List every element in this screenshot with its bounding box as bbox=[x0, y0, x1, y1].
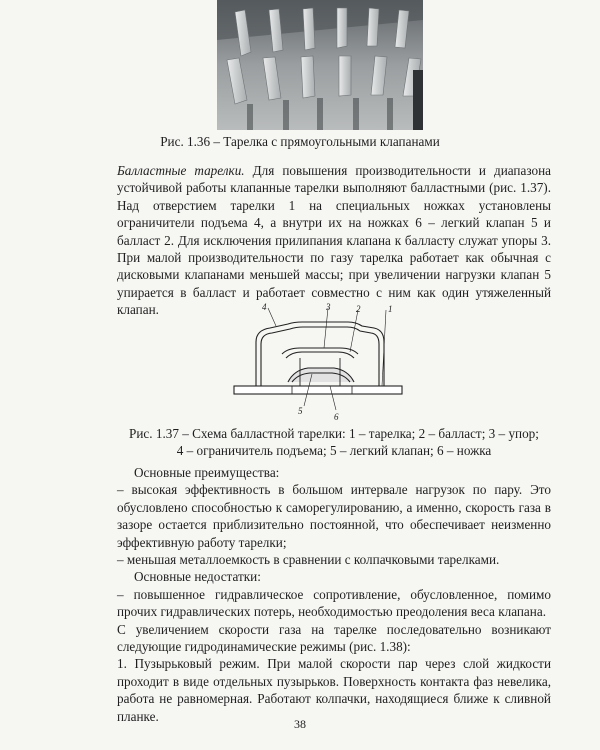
advantage-item-1: – высокая эффективность в большом интервале нагрузок по пару. Это обусловлено способностью к саморегулированию, а именно, скорость газа в зазоре остается приблизительно постоянной, что обеспечивает неизменно эффективную работу тарелки; bbox=[117, 482, 551, 550]
disadvantages-heading: Основные недостатки: bbox=[134, 569, 261, 585]
tray-photo-image bbox=[217, 0, 423, 130]
diagram-label-3: 3 bbox=[326, 302, 331, 312]
bubble-regime: 1. Пузырьковый режим. При малой скорости пар через слой жидкости проходит в виде отдельных пузырьков. Поверхность контакта фаз невелика, работа не равномерная. Работают колпачки, находящиеся ближе к сливной планке. bbox=[117, 656, 551, 724]
diagram-label-5: 5 bbox=[298, 406, 303, 416]
ballast-tray-schematic bbox=[228, 302, 408, 427]
tray-photo bbox=[217, 0, 423, 130]
disadvantage-item-1: – повышенное гидравлическое сопротивление, обусловленное, помимо прочих гидравлических потерь, необходимостью преодоления веса клапана. bbox=[117, 586, 551, 620]
diagram-label-6: 6 bbox=[334, 412, 339, 422]
diagram-label-1: 1 bbox=[388, 304, 393, 314]
regimes-intro: С увеличением скорости газа на тарелке последовательно возникают следующие гидродинамические режимы (рис. 1.38): bbox=[117, 621, 551, 655]
body-text-lower bbox=[117, 464, 551, 725]
figure-1-37-caption-line1: Рис. 1.37 – Схема балластной тарелки: 1 – тарелка; 2 – балласт; 3 – упор; bbox=[129, 426, 539, 441]
figure-1-37-caption-line2: 4 – ограничитель подъема; 5 – легкий клапан; 6 – ножка bbox=[176, 442, 492, 458]
diagram-label-4: 4 bbox=[262, 302, 267, 312]
ballast-term: Балластные тарелки. bbox=[117, 163, 245, 178]
figure-1-36-caption: Рис. 1.36 – Тарелка с прямоугольными клапанами bbox=[160, 134, 440, 149]
advantage-item-2: – меньшая металлоемкость в сравнении с колпачковыми тарелками. bbox=[117, 552, 500, 568]
page-number: 38 bbox=[294, 717, 306, 731]
ballast-paragraph bbox=[117, 162, 551, 319]
figure-1-37-caption bbox=[110, 426, 558, 459]
ballast-tray-diagram bbox=[228, 302, 408, 427]
diagram-label-2: 2 bbox=[356, 304, 361, 314]
advantages-heading: Основные преимущества: bbox=[134, 465, 280, 480]
ballast-text: Для повышения производительности и диапазона устойчивой работы клапанные тарелки выполняют балластными (рис. 1.37). Над отверстием тарелки 1 на специальных ножках установлены ограничители подъема 4, а внутри их на ножках 6 – легкий клапан 5 и балласт 2. Для исключения прилипания клапана к балласту служат упоры 3. При малой производительности по газу тарелка работает как обычная с дисковыми клапанами меньшей массы; при увеличении нагрузки клапан 5 упирается в балласт и работает совместно с ним как один утяжеленный клапан. bbox=[117, 163, 551, 318]
